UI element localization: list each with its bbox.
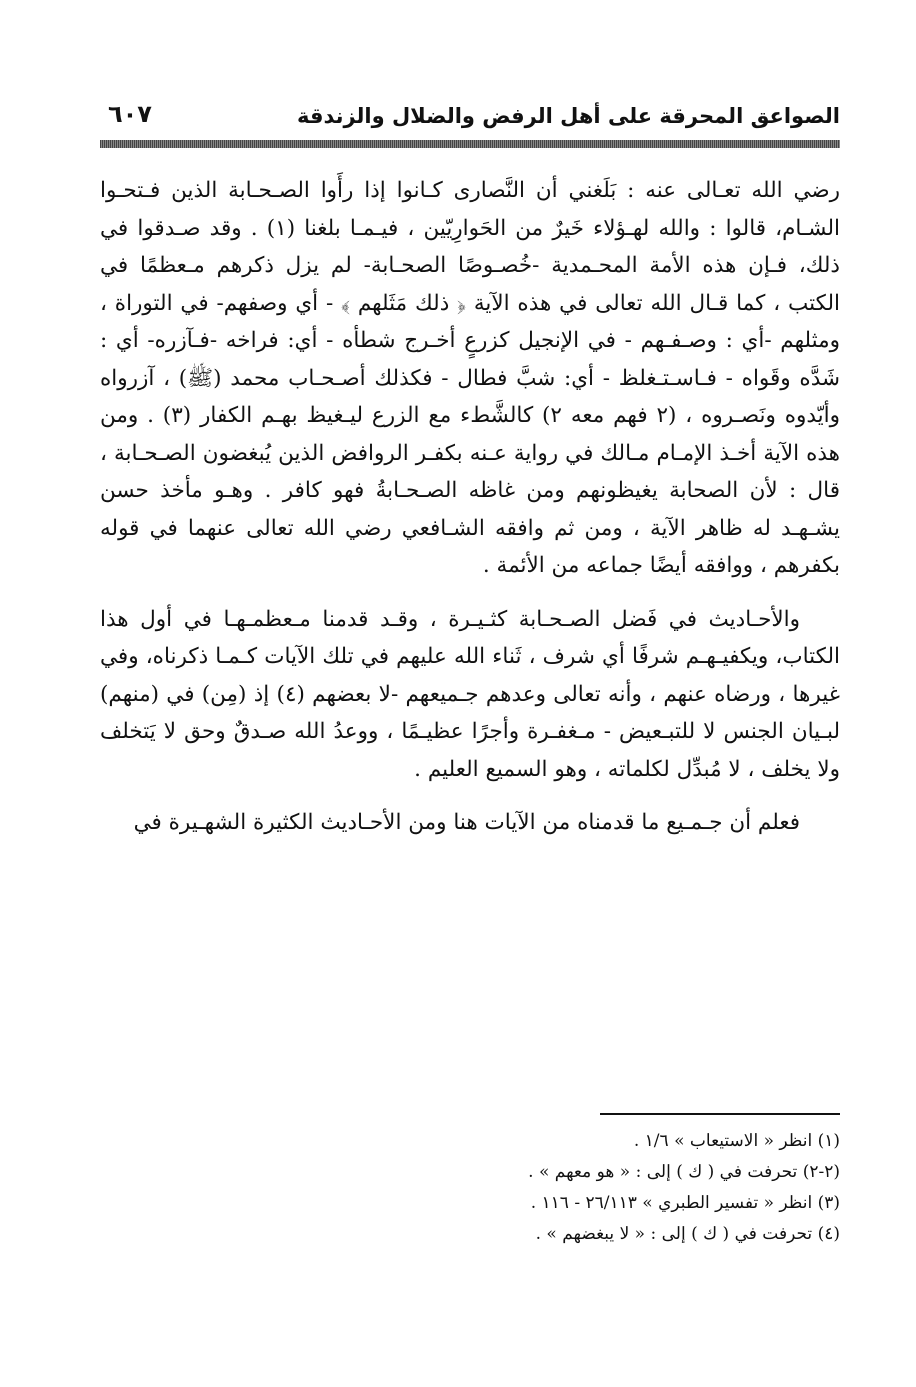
footnote-4: (٤) تحرفت في ( ك ) إلى : « لا يبغضهم » .: [535, 1224, 840, 1244]
paragraph-3: فعلم أن جـمـيع ما قدمناه من الآيات هنا ومن الأحـاديث الكثيرة الشهـيرة في: [133, 810, 800, 835]
page-number: ٦٠٧: [108, 100, 152, 128]
page-header: [108, 88, 840, 128]
paragraph-1: رضي الله تعـالى عنه : بَلَغني أن النَّصارى كـانوا إذا رأَوا الصـحـابة الذين فـتحـوا الشـام، قالوا : والله لهـؤلاء خَيرٌ من الحَوارِيّين ، فيـمـا بلغنا (١) . وقد صـدقوا في ذلك، فـإن هذه الأمة المحـمدية -خُصـوصًا الصحـابة- لم يزل ذكرهم مـعظمًا في الكتب ، كما قـال الله تعالى في هذه الآية ﴿ ذلك مَثَلهم ﴾ - أي وصفهم- في التوراة ، ومثلهم -أي : وصـفـهم - في الإنجيل كزرعٍ أخـرج شطأه - أي: فراخه -فـآزره- أي : شَدَّه وقَواه - فـاسـتـغلظ - أي: شبَّ فطال - فكذلك أصـحـاب محمد (ﷺ) ، آزرواه وأيّدوه ونَصـروه ، (٢ فهم معه ٢) كالشَّطء مع الزرع ليـغيظ بهـم الكفار (٣) . ومن هذه الآية أخـذ الإمـام مـالك في رواية عـنه بكفـر الروافض الذين يُبغضون الصـحـابة ، قال : لأن الصحابة يغيظونهم ومن غاظه الصـحـابةُ فهو كافر . وهـو مأخذ حسن يشـهـد له ظاهر الآية ، ومن ثم وافقه الشـافعي رضي الله تعالى عنهما في قوله بكفرهم ، ووافقه أيضًا جماعه من الأئمة .: [100, 178, 841, 578]
paragraph-2: والأحـاديث في فَضل الصـحـابة كثـيـرة ، وقـد قدمنا مـعظمـهـا في أول هذا الكتاب، ويكفيـهـم شرفًا أي شرف ، ثَناء الله عليهم في تلك الآيات كـمـا ذكرناه، وفي غيرها ، ورضاه عنهم ، وأنه تعالى وعدهم جـميعهم -لا بعضهم (٤) إذ (مِن) في (منهم) لبـيان الجنس لا للتبـعيض - مـغفـرة وأجرًا عظيـمًا ، ووعدُ الله صـدقٌ وحق لا يَتخلف ولا يخلف ، لا مُبدِّل لكلماته ، وهو السميع العليم .: [100, 606, 840, 782]
footnote-2: (٢-٢) تحرفت في ( ك ) إلى : « هو معهم » .: [528, 1162, 840, 1182]
header-rule: [100, 140, 840, 148]
footnote-3: (٣) انظر « تفسير الطبري » ٢٦/١١٣ - ١١٦ .: [530, 1193, 840, 1213]
footnote-1: (١) انظر « الاستيعاب » ١/٦ .: [633, 1131, 840, 1151]
running-title: الصواعق المحرقة على أهل الرفض والضلال والزندقة: [296, 104, 840, 128]
main-text: [100, 172, 840, 858]
footnote-separator: [600, 1113, 840, 1115]
footnotes: [100, 1126, 840, 1250]
